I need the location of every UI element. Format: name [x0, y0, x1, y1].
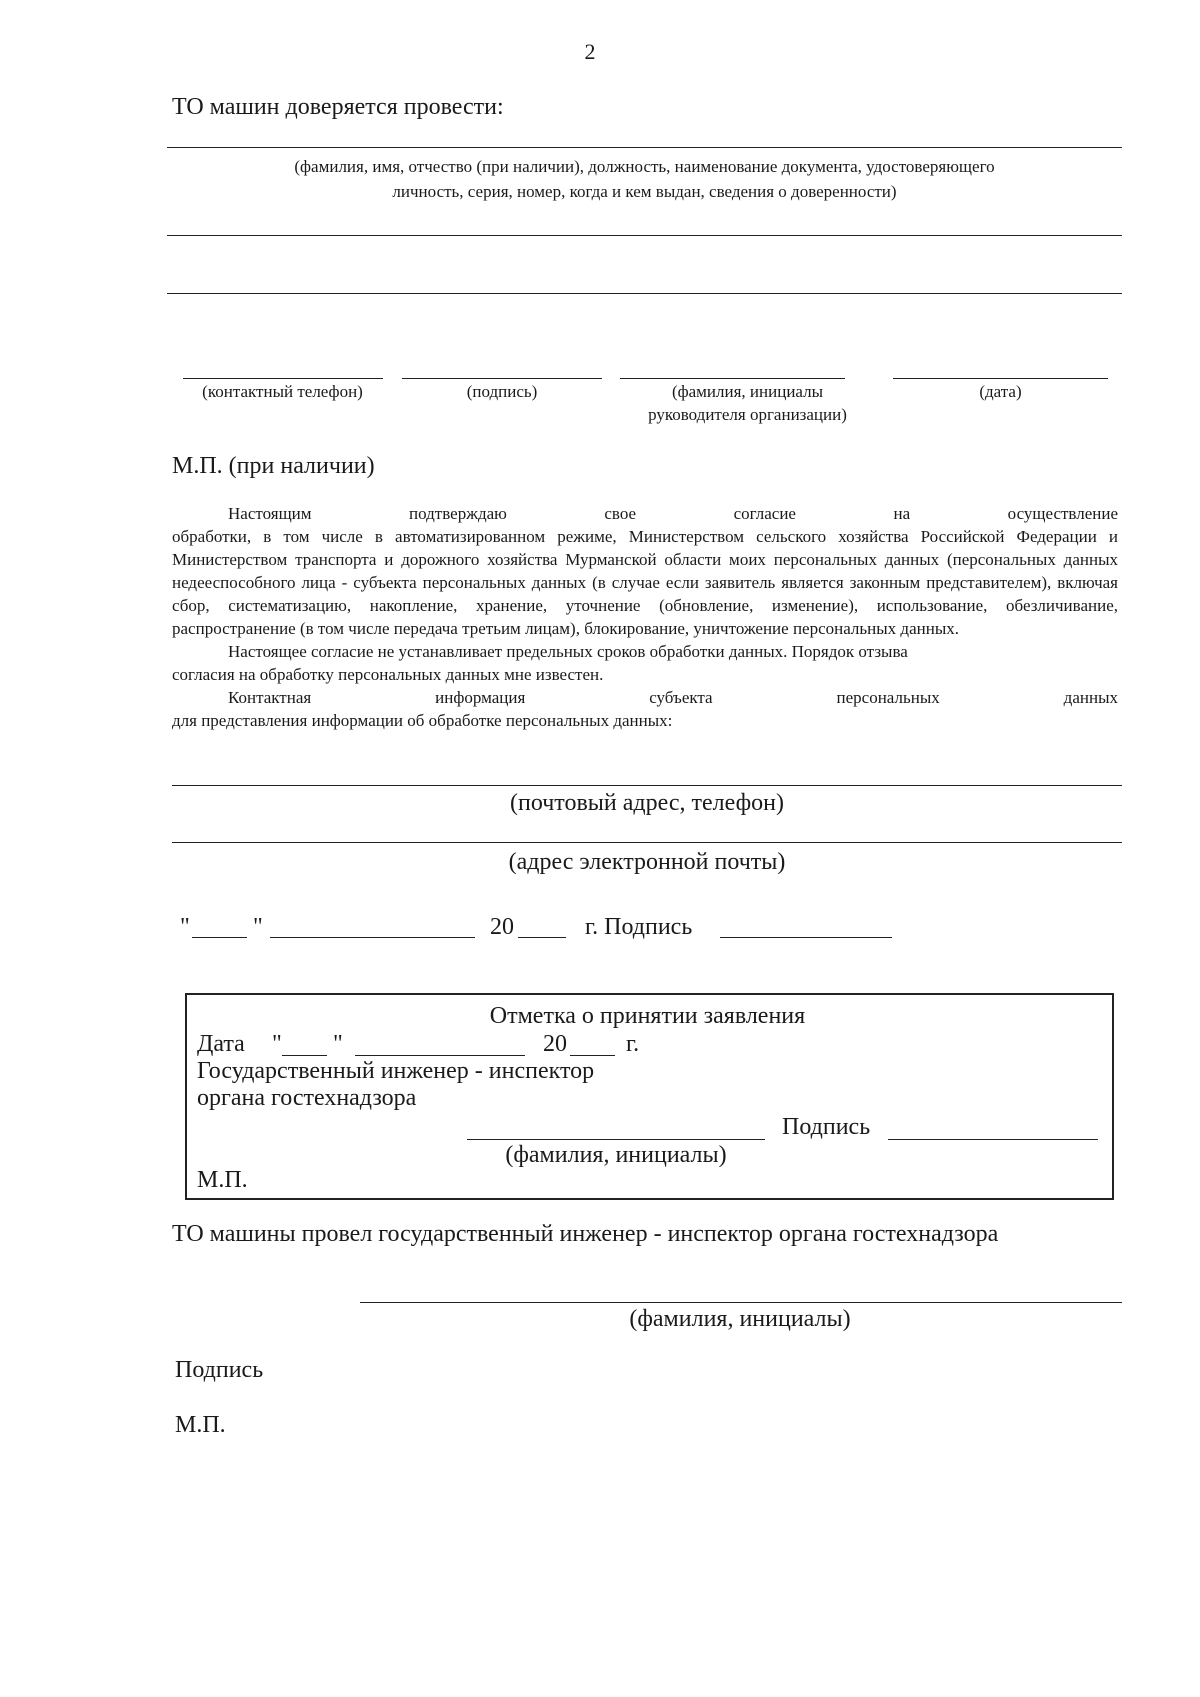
acceptance-quote-open: " [272, 1031, 282, 1057]
acceptance-date-label: Дата [197, 1031, 245, 1057]
caption-person-line2: личность, серия, номер, когда и кем выдан, сведения о доверенности) [392, 182, 897, 201]
acceptance-title: Отметка о принятии заявления [489, 1003, 806, 1029]
acceptance-caption-name: (фамилия, инициалы) [505, 1142, 727, 1168]
caption-date: (дата) [979, 382, 1022, 401]
signature-input-line[interactable] [402, 378, 602, 379]
date-year-line[interactable] [518, 937, 566, 938]
date-month-line[interactable] [270, 937, 475, 938]
acceptance-stamp: М.П. [197, 1167, 248, 1193]
date-day-line[interactable] [192, 937, 247, 938]
acceptance-quote-close: " [333, 1031, 343, 1057]
caption-head-line1: (фамилия, инициалы [671, 382, 824, 401]
caption-phone: (контактный телефон) [202, 382, 363, 401]
acceptance-year-prefix: 20 [543, 1031, 567, 1057]
caption-inspector-name: (фамилия, инициалы) [629, 1306, 851, 1332]
email-input-line[interactable] [172, 842, 1122, 843]
caption-signature: (подпись) [466, 382, 538, 401]
caption-person-line1: (фамилия, имя, отчество (при наличии), должность, наименование документа, удостоверяющего [294, 157, 995, 176]
consent-p1-first: Настоящим подтверждаю свое согласие на осуществление [228, 504, 1118, 523]
acceptance-inspector-line2: органа гостехнадзора [197, 1085, 417, 1111]
acceptance-signature-line[interactable] [888, 1139, 1098, 1140]
signature-bottom-label: Подпись [175, 1357, 264, 1383]
person-extra-line-2[interactable] [167, 293, 1122, 294]
person-input-line[interactable] [167, 147, 1122, 148]
head-name-input-line[interactable] [620, 378, 845, 379]
date-input-line[interactable] [893, 378, 1108, 379]
date-signature-line[interactable] [720, 937, 892, 938]
stamp-optional: М.П. (при наличии) [172, 453, 375, 479]
to-done-heading: ТО машины провел государственный инженер - инспектор органа гостехнадзора [172, 1221, 999, 1247]
caption-email: (адрес электронной почты) [508, 849, 786, 875]
caption-head-line2: руководителя организации) [648, 405, 847, 424]
stamp-bottom: М.П. [175, 1412, 226, 1438]
consent-p3-rest: для представления информации об обработке персональных данных: [172, 711, 673, 730]
phone-input-line[interactable] [183, 378, 383, 379]
acceptance-year-suffix: г. [626, 1031, 640, 1057]
page-number: 2 [584, 39, 596, 64]
postal-input-line[interactable] [172, 785, 1122, 786]
consent-p3-first: Контактная информация субъекта персональных данных [228, 688, 1118, 707]
acceptance-signature-label: Подпись [782, 1114, 871, 1140]
acceptance-inspector-line1: Государственный инженер - инспектор [197, 1058, 595, 1084]
consent-p2-first: Настоящее согласие не устанавливает предельных сроков обработки данных. Порядок отзыва [228, 642, 908, 661]
person-extra-line-1[interactable] [167, 235, 1122, 236]
consent-p2-rest: согласия на обработку персональных данных мне известен. [172, 665, 604, 684]
consent-text [172, 502, 1118, 732]
date-year-prefix: 20 [490, 914, 514, 940]
date-quote-close: " [253, 914, 263, 940]
to-entrusted-heading: ТО машин доверяется провести: [172, 94, 504, 120]
inspector-name-line[interactable] [360, 1302, 1122, 1303]
caption-postal: (почтовый адрес, телефон) [510, 790, 784, 816]
date-year-suffix: г. Подпись [585, 914, 693, 940]
consent-p1-rest: обработки, в том числе в автоматизированном режиме, Министерством сельского хозяйства Российской Федерации и Министерством транспорта и дорожного хозяйства Мурманской области моих персональных данных (персональных данных недееспособного лица - субъекта персональных данных (в случае если заявитель является законным представителем), включая сбор, систематизацию, накопление, хранение, уточнение (обновление, изменение), использование, обезличивание, распространение (в том числе передача третьим лицам), блокирование, уничтожение персональных данных. [172, 527, 1118, 638]
date-quote-open: " [180, 914, 190, 940]
